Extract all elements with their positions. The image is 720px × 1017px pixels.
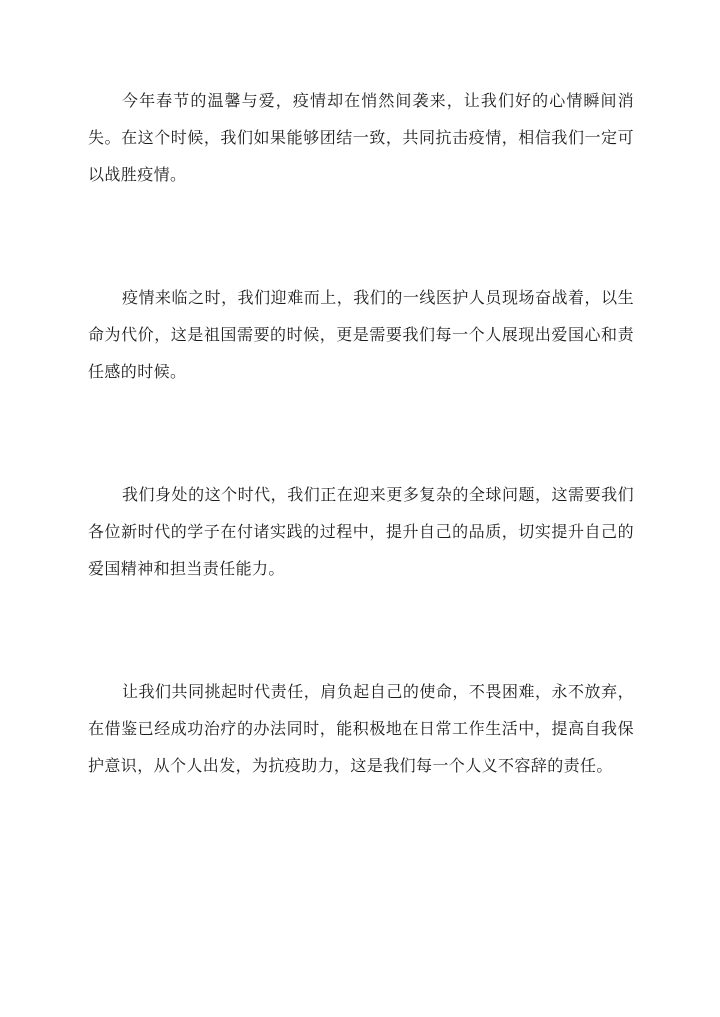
paragraph-2: 疫情来临之时，我们迎难而上，我们的一线医护人员现场奋战着，以生命为代价，这是祖国需要的时候，更是需要我们每一个人展现出爱国心和责任感的时候。	[88, 288, 634, 381]
paragraph-1: 今年春节的温馨与爱，疫情却在悄然间袭来，让我们好的心情瞬间消失。在这个时候，我们如果能够团结一致，共同抗击疫情，相信我们一定可以战胜疫情。	[88, 91, 634, 184]
paragraph-3: 我们身处的这个时代，我们正在迎来更多复杂的全球问题，这需要我们各位新时代的学子在付诸实践的过程中，提升自己的品质，切实提升自己的爱国精神和担当责任能力。	[88, 485, 634, 578]
paragraph-4: 让我们共同挑起时代责任，肩负起自己的使命，不畏困难，永不放弃，在借鉴已经成功治疗的办法同时，能积极地在日常工作生活中，提高自我保护意识，从个人出发，为抗疫助力，这是我们每一个人义不容辞的责任。	[88, 682, 634, 775]
document-body	[88, 82, 634, 784]
